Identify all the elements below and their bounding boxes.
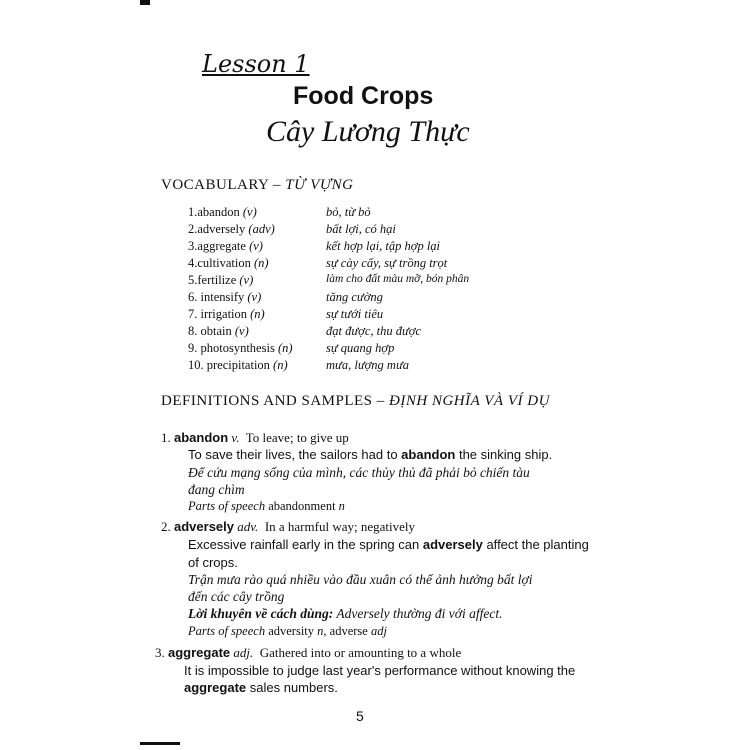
title-vietnamese: Cây Lương Thực (266, 115, 470, 148)
entry-abandon-parts-of-speech: Parts of speech abandonment n (188, 499, 345, 513)
scan-edge-bottom (140, 742, 180, 745)
entry-abandon-vi-line1: Để cứu mạng sống của mình, các thủy thủ đã phải bỏ chiến tàu (188, 465, 530, 480)
entry-abandon-example: To save their lives, the sailors had to abandon the sinking ship. (188, 447, 553, 462)
vocab-row: 5.fertilize (v) làm cho đất màu mỡ, bón phân (188, 273, 470, 287)
entry-abandon-vi-line2: đang chìm (188, 482, 245, 497)
vocab-row: 1.abandon (v) bỏ, từ bỏ (188, 205, 371, 219)
entry-aggregate-example-line2: aggregate sales numbers. (184, 680, 338, 695)
vocab-row: 8. obtain (v) đạt được, thu được (188, 324, 422, 338)
entry-adversely-usage-note: Lời khuyên về cách dùng: Adversely thường đi với affect. (188, 606, 503, 621)
entry-adversely-parts-of-speech: Parts of speech adversity n, adverse adj (188, 624, 387, 638)
entry-adversely-head: 2. adversely adv. In a harmful way; negatively (161, 519, 415, 534)
entry-aggregate-head: 3. aggregate adj. Gathered into or amounting to a whole (155, 645, 462, 660)
title-english: Food Crops (293, 82, 434, 110)
vocab-row: 3.aggregate (v) kết hợp lại, tập hợp lại (188, 239, 441, 253)
entry-adversely-example-line2: of crops. (188, 555, 238, 570)
entry-adversely-example-line1: Excessive rainfall early in the spring can adversely affect the planting (188, 537, 589, 552)
vocab-row: 7. irrigation (n) sự tưới tiêu (188, 307, 384, 321)
page-number: 5 (356, 708, 364, 724)
vocab-row: 9. photosynthesis (n) sự quang hợp (188, 341, 395, 355)
vocab-row: 10. precipitation (n) mưa, lượng mưa (188, 358, 410, 372)
vocab-row: 2.adversely (adv) bất lợi, có hại (188, 222, 396, 236)
entry-aggregate-example-line1: It is impossible to judge last year's performance without knowing the (184, 663, 576, 678)
entry-adversely-vi-line2: đến các cây trồng (188, 589, 285, 604)
definitions-heading: DEFINITIONS AND SAMPLES – ĐỊNH NGHĨA VÀ VÍ DỤ (161, 393, 550, 409)
vocab-row: 6. intensify (v) tăng cường (188, 290, 383, 304)
vocab-row: 4.cultivation (n) sự cày cấy, sự trồng trọt (188, 256, 448, 270)
vocab-heading: VOCABULARY – TỪ VỰNG (161, 177, 354, 193)
lesson-label: Lesson 1 (202, 50, 310, 78)
entry-adversely-vi-line1: Trận mưa rào quá nhiều vào đầu xuân có thể ảnh hưởng bất lợi (188, 572, 533, 587)
entry-abandon-head: 1. abandon v. To leave; to give up (161, 430, 349, 445)
scan-edge-top (140, 0, 150, 5)
